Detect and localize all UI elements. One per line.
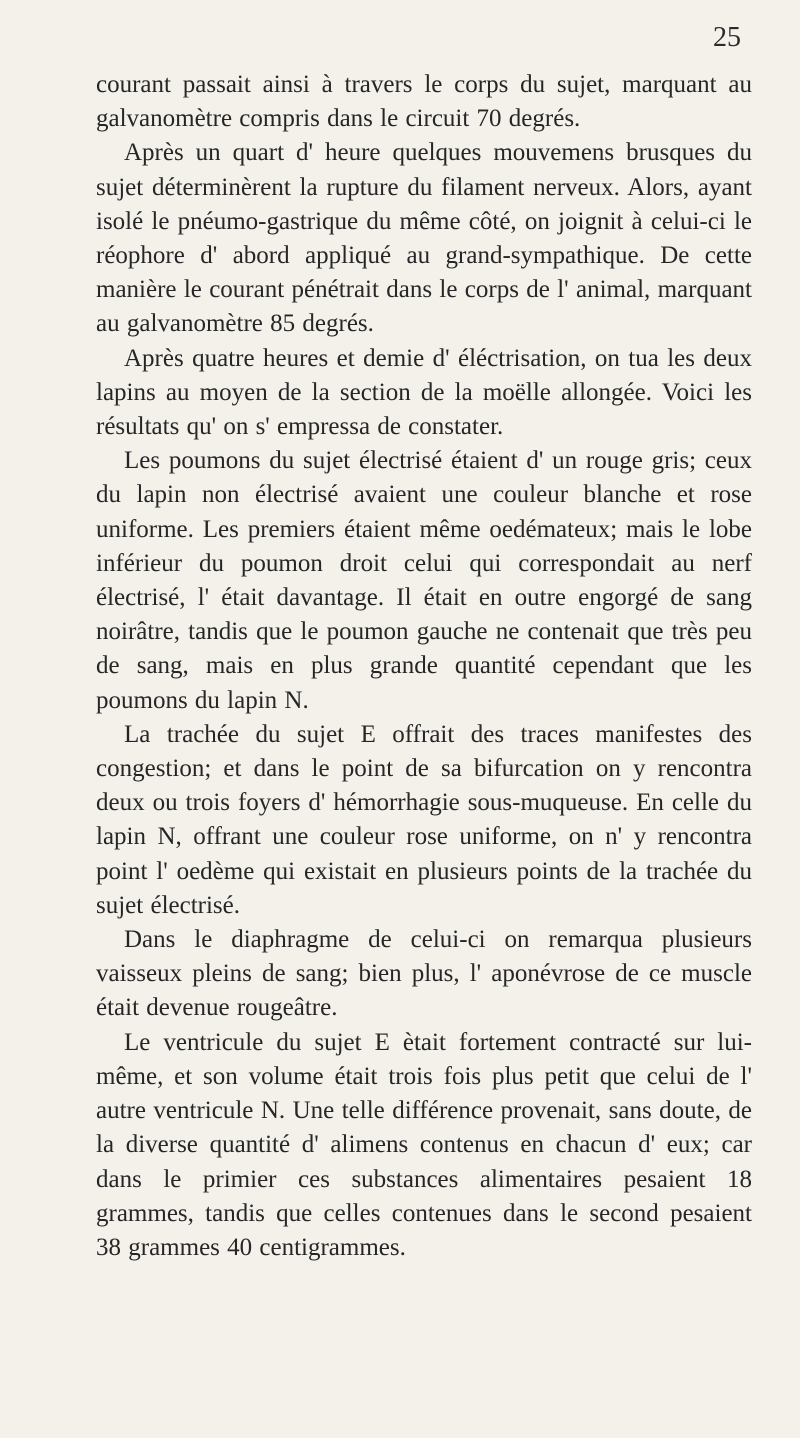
paragraph: Après quatre heures et demie d' éléctrisation, on tua les deux lapins au moyen de la section de la moëlle allongée. Voici les résultats qu' on s' empressa de constater. [96, 344, 752, 441]
paragraph: Dans le diaphragme de celui-ci on remarqua plusieurs vaisseux pleins de sang; bien plus, l' aponévrose de ce muscle était devenue rougeâtre. [96, 926, 752, 1022]
paragraph: La trachée du sujet E offrait des traces manifestes des congestion; et dans le point de sa bifurcation on y rencontra deux ou trois foyers d' hémorrhagie sous-muqueuse. En celle du lapin N, offrant une couleur rose uniforme, on n' y rencontra point l' oedème qui existait en plusieurs points de la trachée du sujet électrisé. [96, 720, 752, 919]
paragraph: Après un quart d' heure quelques mouvemens brusques du sujet déterminèrent la rupture du filament nerveux. Alors, ayant isolé le pnéumo-gastrique du même côté, on joignit à celui-ci le réophore d' abord appliqué au grand-sympathique. De cette manière le courant pénétrait dans le corps de l' animal, marquant au galvanomètre 85 degrés. [96, 139, 752, 338]
paragraph: Les poumons du sujet électrisé étaient d' un rouge gris; ceux du lapin non électrisé avaient une couleur blanche et rose uniforme. Les premiers étaient même oedémateux; mais le lobe inférieur du poumon droit celui qui correspondait au nerf électrisé, l' était davantage. Il était en outre engorgé de sang noirâtre, tandis que le poumon gauche ne contenait que très peu de sang, mais en plus grande quantité cependant que les poumons du lapin N. [96, 447, 752, 714]
paragraph: Le ventricule du sujet E ètait fortement contracté sur lui-même, et son volume était trois fois plus petit que celui de l' autre ventricule N. Une telle différence provenait, sans doute, de la diverse quantité d' alimens contenus en chacun d' eux; car dans le primier ces substances alimentaires pesaient 18 grammes, tandis que celles contenues dans le second pesaient 38 grammes 40 centigrammes. [96, 1028, 752, 1261]
paragraph: courant passait ainsi à travers le corps du sujet, marquant au galvanomètre compris dans le circuit 70 degrés. [96, 71, 752, 133]
page-number: 25 [713, 22, 741, 53]
body-text [96, 68, 752, 1265]
